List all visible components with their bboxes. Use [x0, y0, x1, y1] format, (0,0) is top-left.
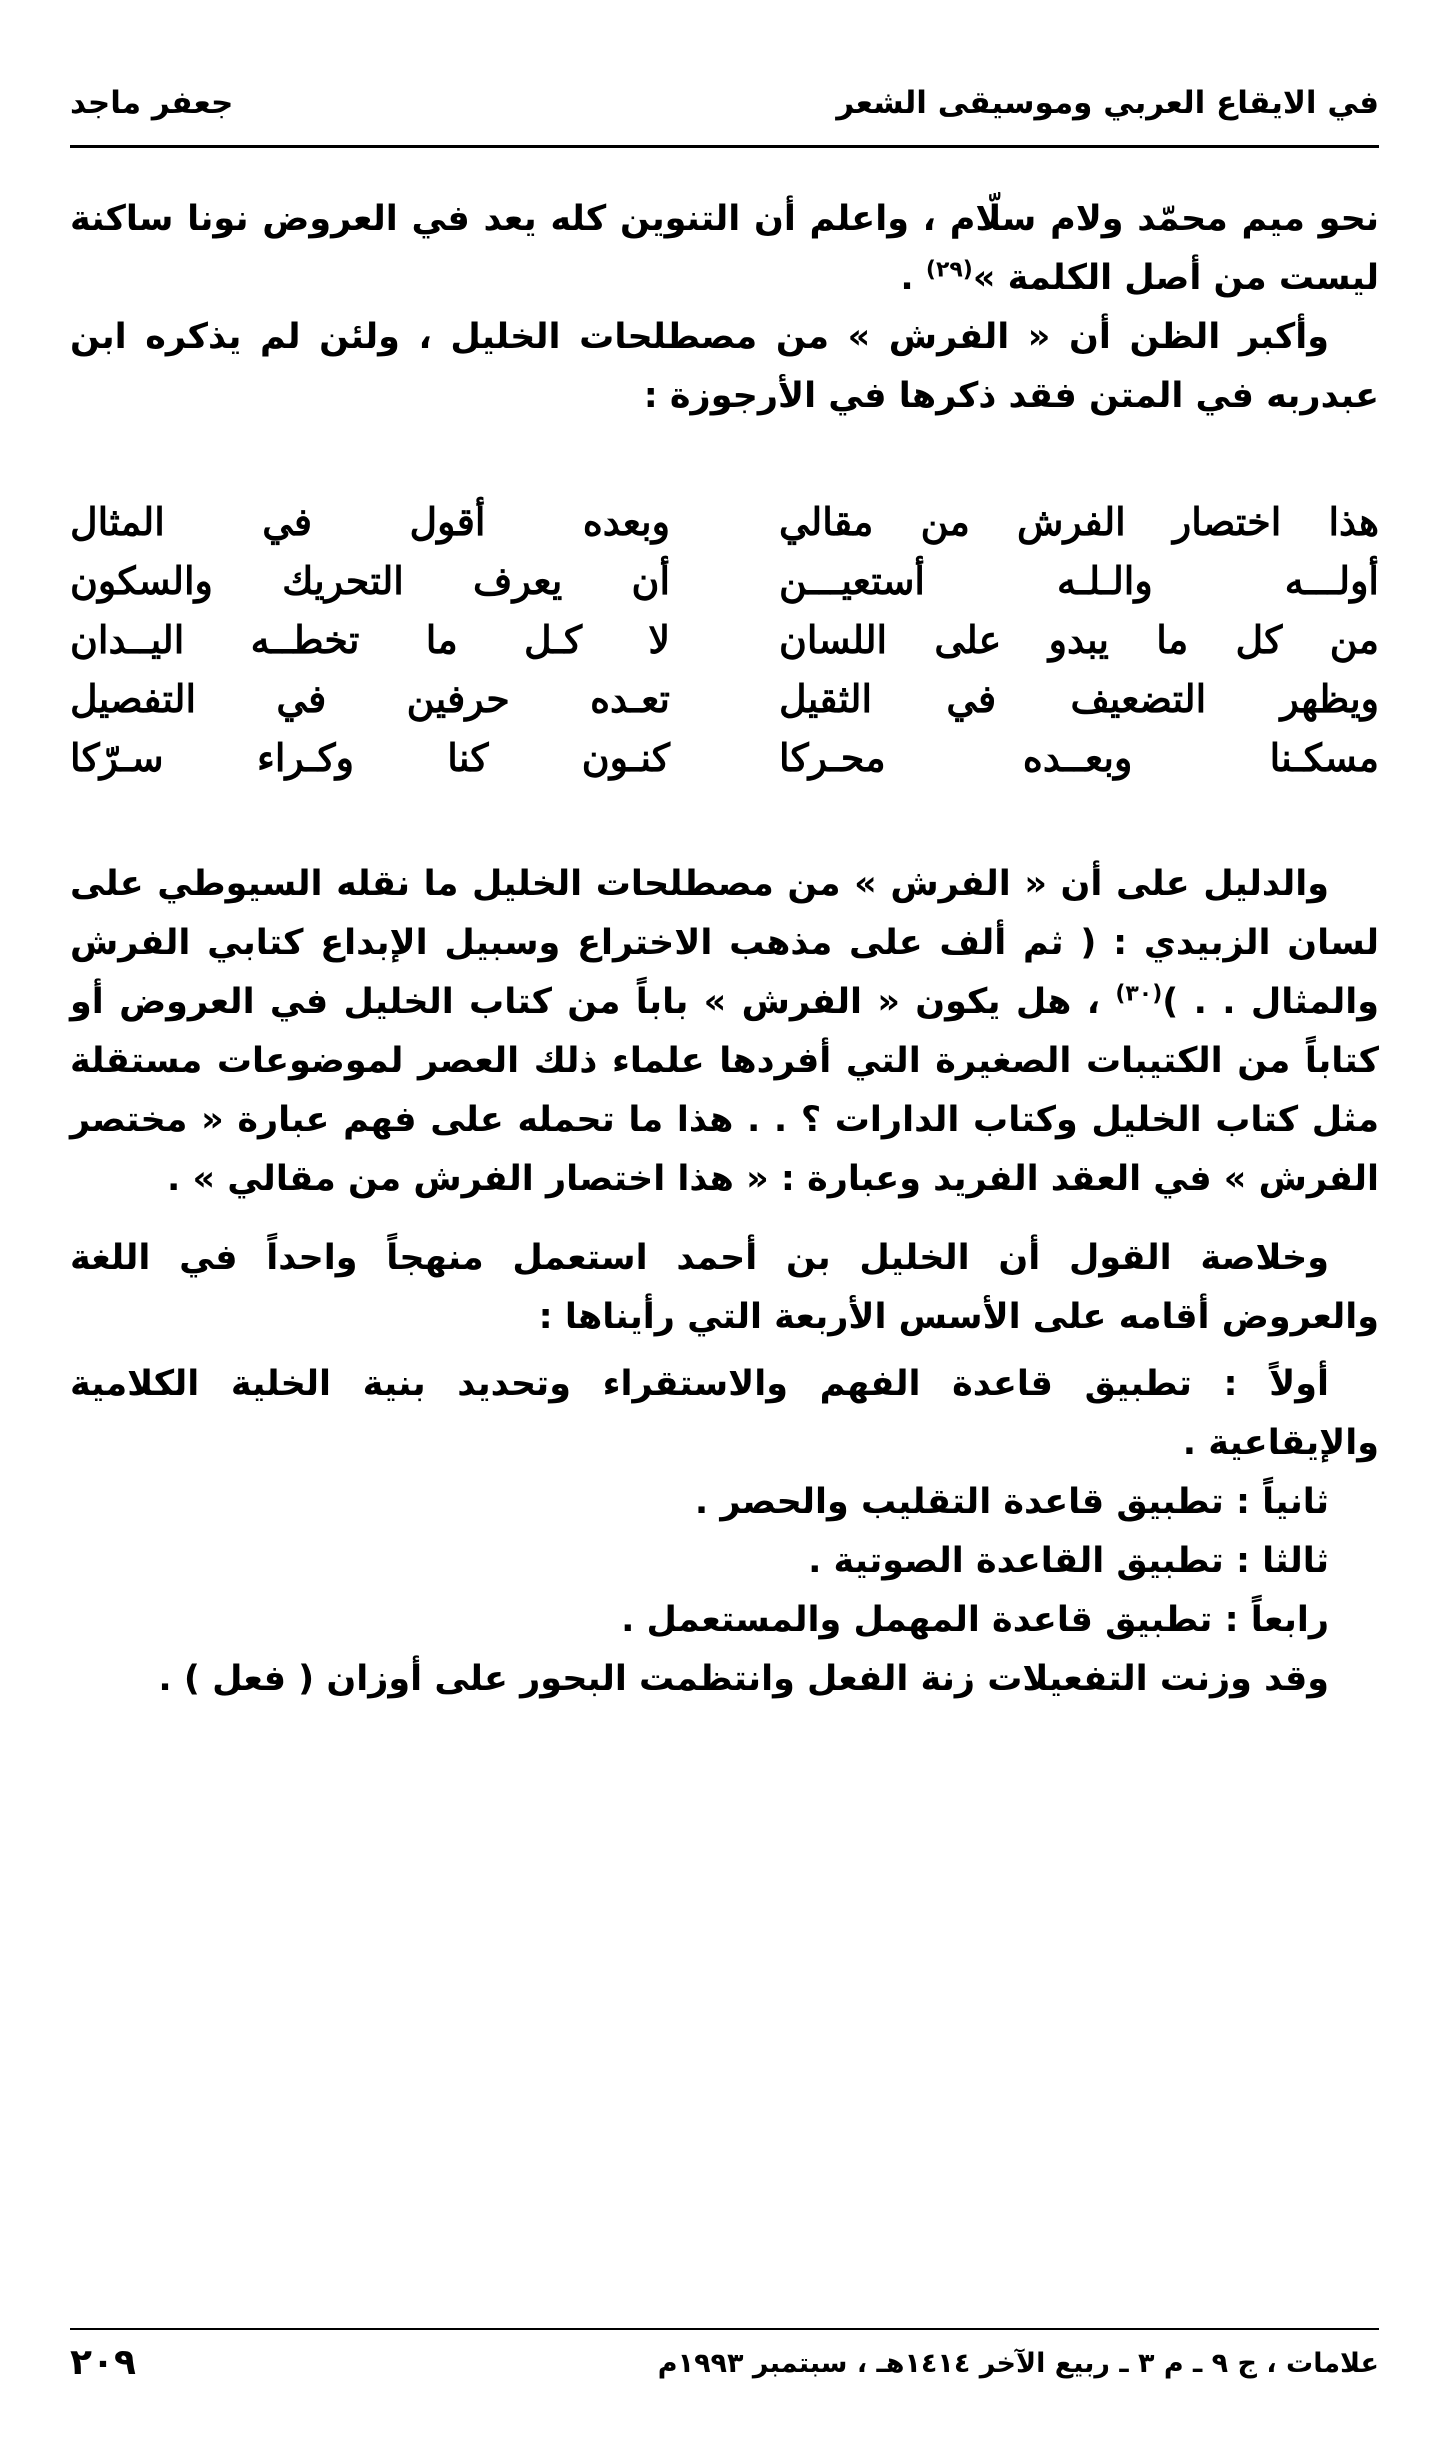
paragraph-2: وأكبر الظن أن « الفرش » من مصطلحات الخليل ، ولئن لم يذكره ابن عبدربه في المتن فقد ذكرها في الأرجوزة :	[70, 317, 1379, 416]
paragraph-4: وخلاصة القول أن الخليل بن أحمد استعمل منهجاً واحداً في اللغة والعروض أقامه على الأسس الأربعة التي رأيناها :	[70, 1238, 1379, 1337]
verse-second-hemistich: أن يعرف التحريك والسكون	[70, 558, 670, 603]
verse-second-hemistich: وبعده أقول في المثال	[70, 499, 670, 544]
paragraph-1-text: نحو ميم محمّد ولام سلّام ، واعلم أن التنوين كله يعد في العروض نونا ساكنة ليست من أصل الكلمة »	[70, 199, 1379, 298]
list-item-2: ثانياً : تطبيق قاعدة التقليب والحصر .	[694, 1482, 1329, 1522]
paragraph-1-end: .	[900, 258, 926, 298]
paragraph-3-text-a: والدليل على أن « الفرش » من مصطلحات الخليل ما نقله السيوطي على لسان الزبيدي : ( ثم ألف على مذهب الاختراع وسبيل الإبداع كتابي الفرش والمثال . . )	[70, 864, 1379, 1022]
footnote-ref-29: (٢٩)	[925, 257, 973, 283]
page-footer	[70, 2328, 1379, 2390]
verse-first-hemistich: أولـــه والـلـه أستعيـــن	[779, 558, 1379, 603]
list-item-4: رابعاً : تطبيق قاعدة المهمل والمستعمل .	[621, 1600, 1329, 1640]
journal-citation: علامات ، ج ٩ ـ م ٣ ـ ربيع الآخر ١٤١٤هـ ، سبتمبر ١٩٩٣م	[657, 2348, 1379, 2379]
footnote-ref-30: (٣٠)	[1115, 981, 1163, 1007]
verse-first-hemistich: من كل ما يبدو على اللسان	[779, 617, 1379, 662]
paragraph-3	[70, 855, 1379, 1209]
closing-sentence: وقد وزنت التفعيلات زنة الفعل وانتظمت البحور على أوزان ( فعل ) .	[158, 1659, 1329, 1699]
page-number: ٢٠٩	[70, 2342, 136, 2383]
poem-verse	[70, 551, 1379, 610]
verse-second-hemistich: تعـده حرفين في التفصيل	[70, 676, 670, 721]
verse-second-hemistich: لا كـل ما تخطــه اليــدان	[70, 617, 670, 662]
journal-title: في الايقاع العربي وموسيقى الشعر	[836, 85, 1379, 121]
verse-second-hemistich: كنـون كنا وكـراء سـرّكا	[70, 735, 670, 780]
article-body	[70, 190, 1379, 1709]
running-header	[70, 85, 1379, 148]
poem-verse	[70, 728, 1379, 787]
list-item-1: أولاً : تطبيق قاعدة الفهم والاستقراء وتحديد بنية الخلية الكلامية والإيقاعية .	[70, 1364, 1379, 1463]
verse-first-hemistich: ويظهر التضعيف في الثقيل	[779, 676, 1379, 721]
poem-verse	[70, 669, 1379, 728]
poem-verse	[70, 492, 1379, 551]
author-name: جعفر ماجد	[70, 85, 234, 121]
verse-first-hemistich: هذا اختصار الفرش من مقالي	[779, 499, 1379, 544]
poem-verse	[70, 610, 1379, 669]
verse-first-hemistich: مسكـنا وبعــده محـركا	[779, 735, 1379, 780]
paragraph-3-text-b: ، هل يكون « الفرش » باباً من كتاب الخليل في العروض أو كتاباً من الكتيبات الصغيرة التي أفردها علماء ذلك العصر لموضوعات مستقلة مثل كتاب الخليل وكتاب الدارات ؟ . . هذا ما تحمله على فهم عبارة « مختصر الفرش » في العقد الفريد وعبارة : « هذا اختصار الفرش من مقالي » .	[70, 982, 1379, 1199]
poem-block	[70, 492, 1379, 787]
list-item-3: ثالثا : تطبيق القاعدة الصوتية .	[808, 1541, 1329, 1581]
page	[70, 60, 1379, 2420]
paragraph-1	[70, 190, 1379, 308]
